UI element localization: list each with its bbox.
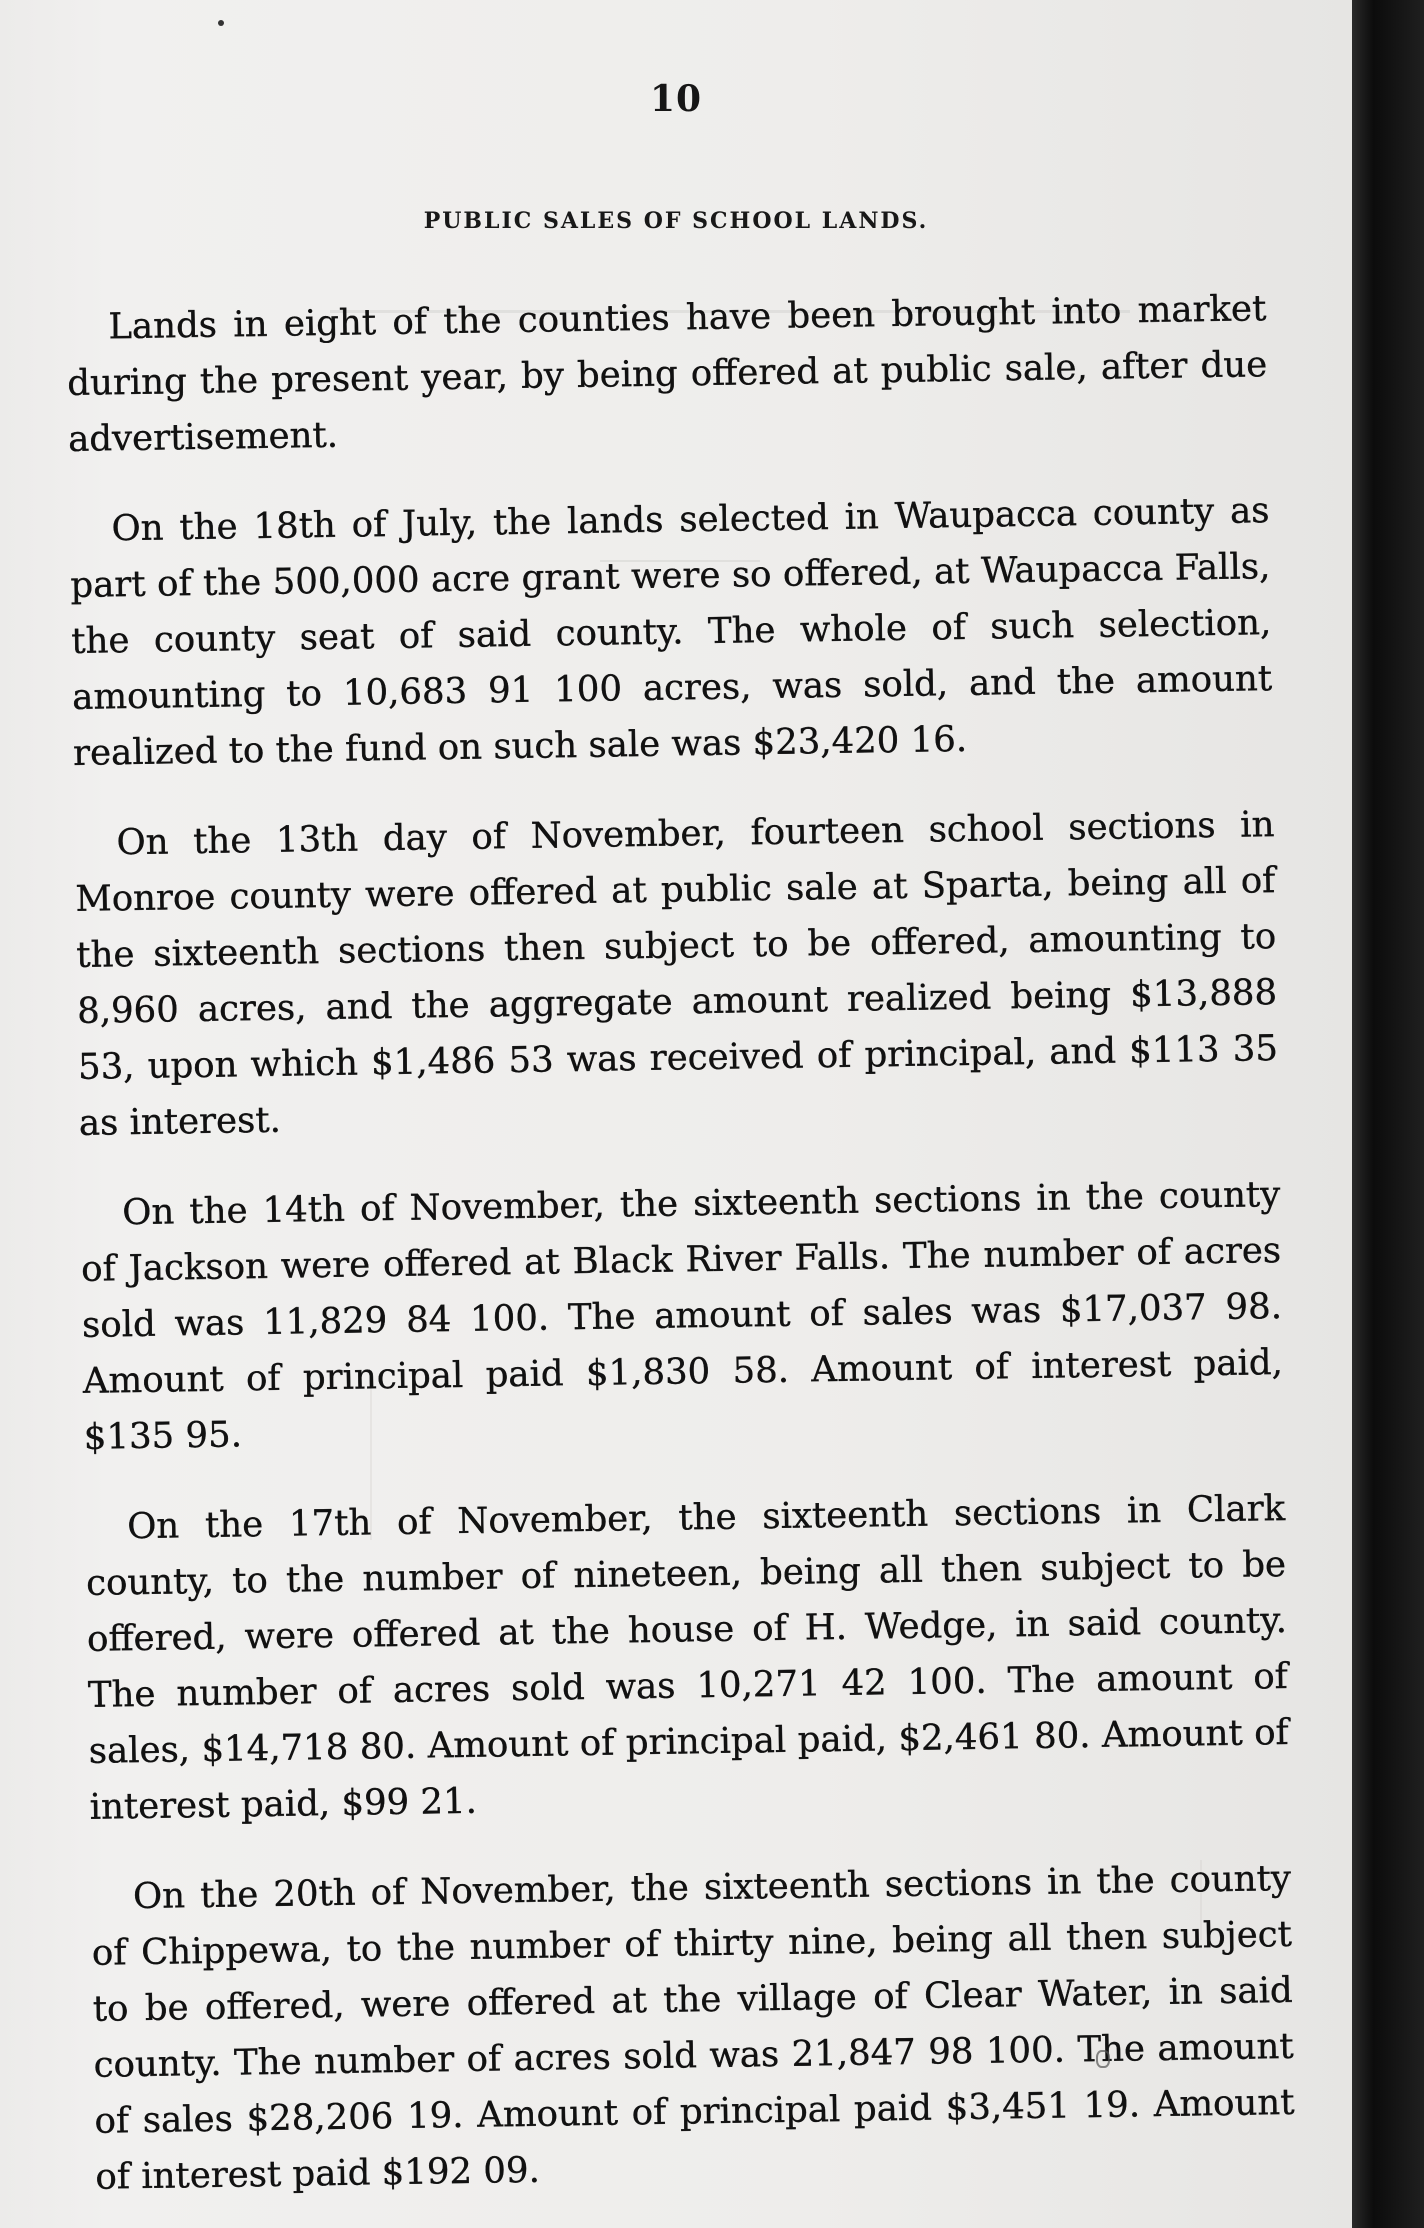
ink-speck [1096,2050,1110,2068]
ink-speck [218,20,224,26]
paragraph-chippewa: On the 20th of November, the sixteenth sections in the county of Chippewa, to the number of thirty nine, being all then subject to be offered, were offered at the village of Clear Water, in said county. The number of acres sold was 21,847 98 100. The amount of sales $28,206 19. Amount of principal paid $3,451 19. Amount of interest paid $192 09. [91,1857,1295,2198]
paragraph-intro: Lands in eight of the counties have been brought into market during the present year, by being offered at public sale, after due advertisement. [66,288,1268,460]
paragraph-waupacca: On the 18th of July, the lands selected in Waupacca county as part of the 500,000 acre grant were so offered, at Waupacca Falls, the county seat of said county. The whole of such selection, amounting to 10,683 91 100 acres, was sold, and the amount realized to the fund on such sale was $23,420 16. [70,490,1273,774]
paragraph-monroe: On the 13th day of November, fourteen school sections in Monroe county were offered at public sale at Sparta, being all of the sixteenth sections then subject to be offered, amounting to 8,960 acres, and the aggregate amount realized being $13,888 53, upon which $1,486 53 was received of principal, and $113 35 as interest. [75,804,1279,1144]
page-number: 10 [649,78,703,120]
paragraph-clark: On the 17th of November, the sixteenth sections in Clark county, to the number of nineteen, being all then subject to be offered, were offered at the house of H. Wedge, in said county. The number of acres sold was 10,271 42 100. The amount of sales, $14,718 80. Amount of principal paid, $2,461 80. Amount of interest paid, $99 21. [85,1488,1289,1828]
section-heading: PUBLIC SALES OF SCHOOL LANDS. [423,208,929,234]
body-text [66,281,1296,2228]
binding-edge [1352,0,1424,2228]
paragraph-jackson: On the 14th of November, the sixteenth sections in the county of Jackson were offered at Black River Falls. The number of acres sold was 11,829 84 100. The amount of sales was $17,037 98. Amount of principal paid $1,830 58. Amount of interest paid, $135 95. [80,1174,1284,1458]
